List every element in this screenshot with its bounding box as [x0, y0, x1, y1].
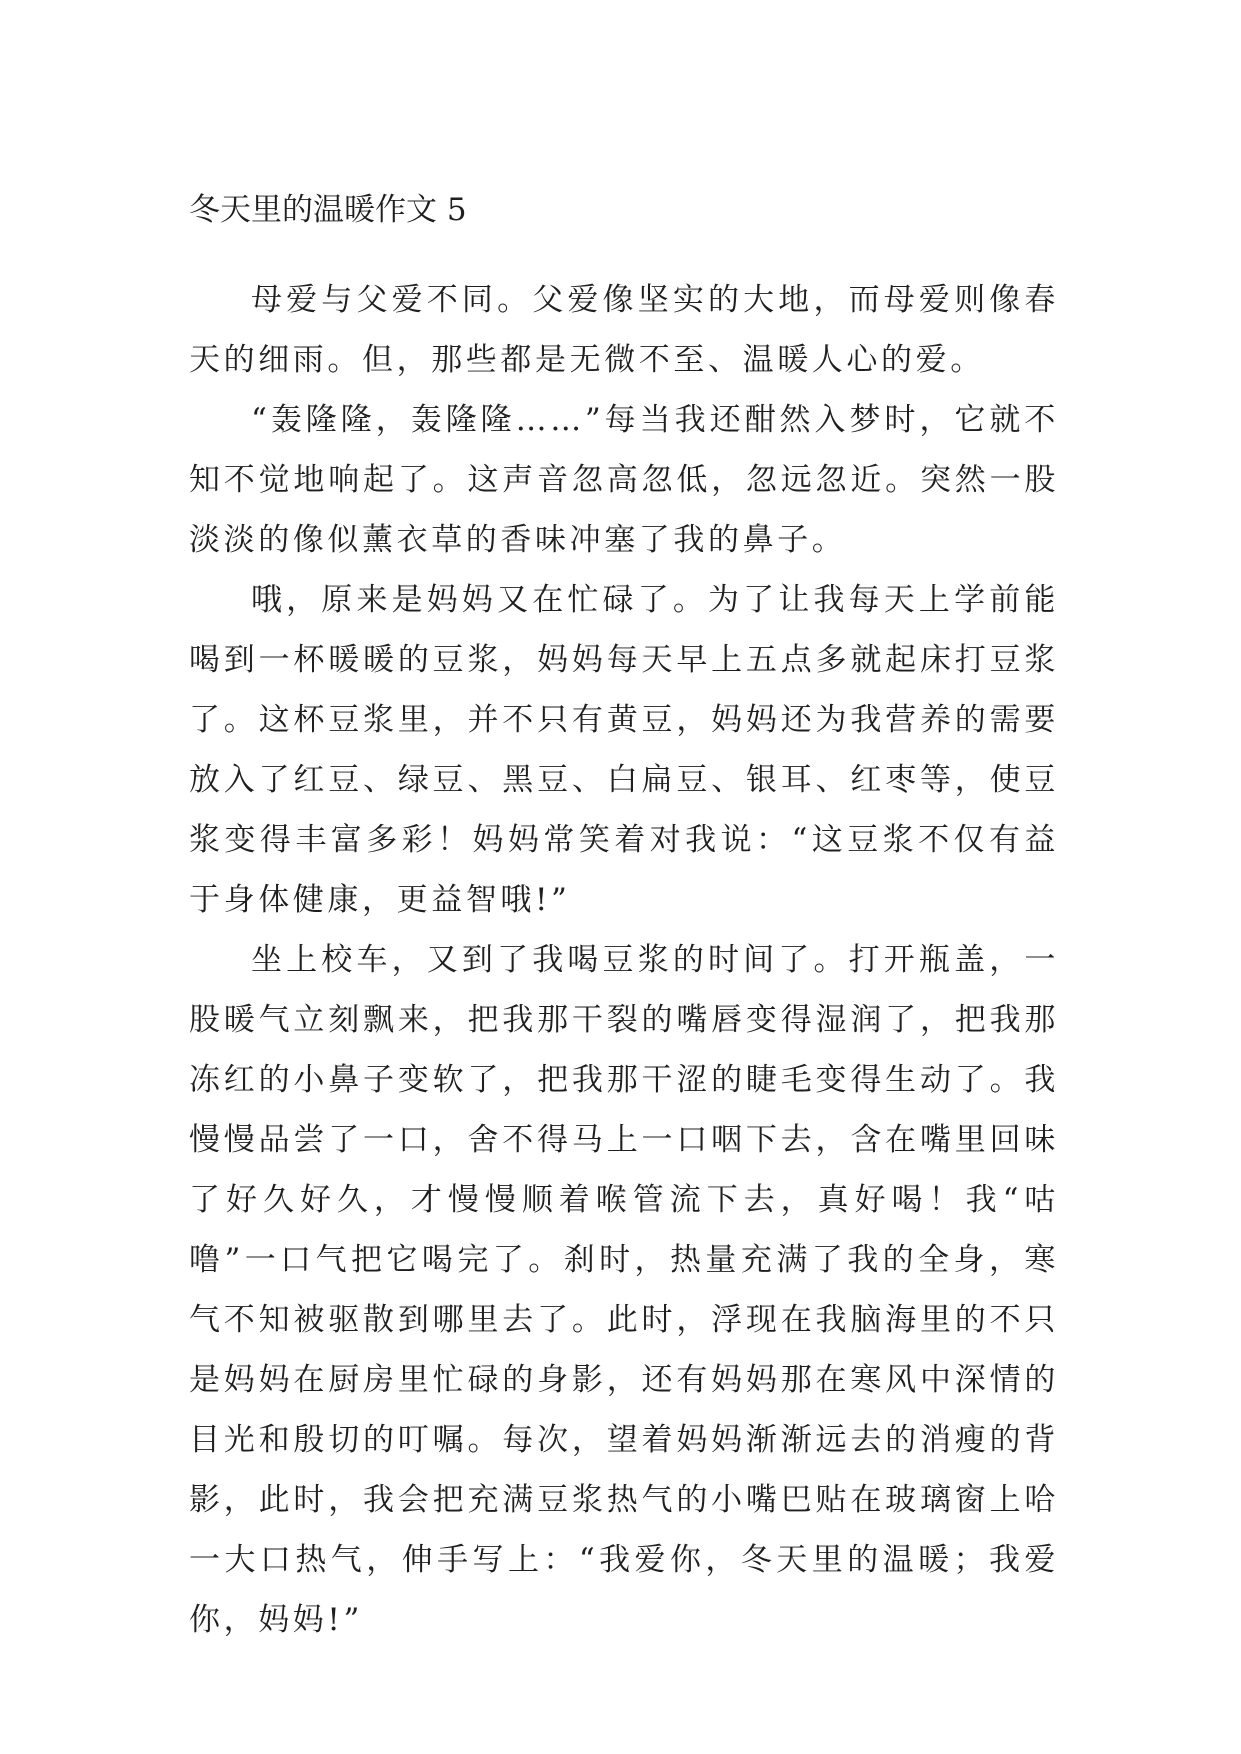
paragraph: “轰隆隆，轰隆隆……”每当我还酣然入梦时，它就不知不觉地响起了。这声音忽高忽低，忽远忽近。突然一股淡淡的像似薰衣草的香味冲塞了我的鼻子。: [189, 402, 1059, 558]
paragraph: 坐上校车，又到了我喝豆浆的时间了。打开瓶盖，一股暖气立刻飘来，把我那干裂的嘴唇变得湿润了，把我那冻红的小鼻子变软了，把我那干涩的睫毛变得生动了。我慢慢品尝了一口，舍不得马上一口咽下去，含在嘴里回味了好久好久，才慢慢顺着喉管流下去，真好喝！我“咕噜”一口气把它喝完了。刹时，热量充满了我的全身，寒气不知被驱散到哪里去了。此时，浮现在我脑海里的不只是妈妈在厨房里忙碌的身影，还有妈妈那在寒风中深情的目光和殷切的叮嘱。每次，望着妈妈渐渐远去的消瘦的背影，此时，我会把充满豆浆热气的小嘴巴贴在玻璃窗上哈一大口热气，伸手写上：“我爱你，冬天里的温暖；我爱你，妈妈!”: [189, 942, 1059, 1638]
paragraph: 哦，原来是妈妈又在忙碌了。为了让我每天上学前能喝到一杯暖暖的豆浆，妈妈每天早上五点多就起床打豆浆了。这杯豆浆里，并不只有黄豆，妈妈还为我营养的需要放入了红豆、绿豆、黑豆、白扁豆、银耳、红枣等，使豆浆变得丰富多彩！妈妈常笑着对我说：“这豆浆不仅有益于身体健康，更益智哦!”: [189, 582, 1059, 918]
paragraph: 母爱与父爱不同。父爱像坚实的大地，而母爱则像春天的细雨。但，那些都是无微不至、温暖人心的爱。: [189, 282, 1059, 378]
document-title: 冬天里的温暖作文 5: [189, 192, 467, 228]
document-body: [189, 270, 1059, 1650]
